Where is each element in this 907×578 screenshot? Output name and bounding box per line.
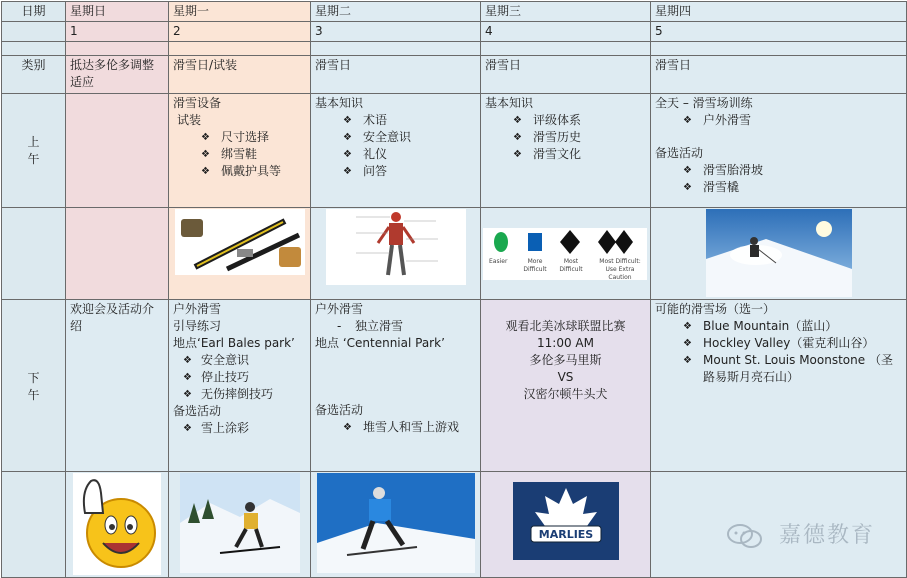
skier-powder-image — [706, 209, 852, 297]
morning-monday — [169, 94, 311, 208]
ski-equipment-image-cell — [169, 208, 311, 300]
wed-pm-line: 观看北美冰球联盟比赛 — [485, 318, 646, 335]
itinerary-table — [1, 1, 907, 578]
mon-pm-line: 引导练习 — [173, 318, 306, 335]
list-item: ❖ Hockley Valley（霍克利山谷） — [655, 335, 902, 352]
list-item: ❖ 问答 — [315, 163, 476, 180]
category-thursday: 滑雪日 — [651, 56, 907, 94]
tue-pm-dash: - 独立滑雪 — [315, 318, 476, 335]
morning-sunday — [66, 94, 169, 208]
skier-blue-jacket-image — [317, 473, 475, 573]
spacer-cell — [169, 42, 311, 56]
morning-label — [2, 94, 66, 208]
list-item: ❖ 术语 — [315, 112, 476, 129]
mon-pm-line: 地点‘Earl Bales park’ — [173, 335, 306, 352]
skier-downhill-image-cell — [169, 472, 311, 578]
number-monday: 2 — [169, 22, 311, 42]
list-item: ❖ Blue Mountain（蓝山） — [655, 318, 902, 335]
category-row — [2, 56, 907, 94]
header-monday: 星期一 — [169, 2, 311, 22]
header-wednesday: 星期三 — [481, 2, 651, 22]
header-thursday: 星期四 — [651, 2, 907, 22]
wed-pm-line: 11:00 AM — [485, 335, 646, 352]
extra-caution-label: Most Difficult: Use Extra Caution — [593, 258, 647, 282]
number-sunday: 1 — [66, 22, 169, 42]
skier-blue-jacket-image-cell — [311, 472, 481, 578]
list-item: ❖ 停止技巧 — [173, 369, 306, 386]
afternoon-monday — [169, 300, 311, 472]
list-item: ❖ 评级体系 — [485, 112, 646, 129]
list-item: ❖ Mount St. Louis Moonstone （圣路易斯月亮石山） — [655, 352, 902, 386]
afternoon-thursday — [651, 300, 907, 472]
list-item: ❖ 安全意识 — [173, 352, 306, 369]
thu-morning-title: 全天 – 滑雪场训练 — [655, 95, 902, 112]
marlies-logo-text: MARLIES — [538, 528, 593, 541]
morning-label-bottom: 午 — [6, 151, 61, 168]
header-date: 日期 — [2, 2, 66, 22]
category-label: 类别 — [2, 56, 66, 94]
empty-cell — [2, 472, 66, 578]
afternoon-label-bottom: 午 — [6, 387, 61, 404]
header-tuesday: 星期二 — [311, 2, 481, 22]
spacer-row — [2, 42, 907, 56]
wechat-icon — [726, 523, 764, 549]
protective-gear-diagram — [326, 209, 466, 285]
easier-label: Easier — [489, 258, 507, 266]
afternoon-label — [2, 300, 66, 472]
afternoon-wednesday — [481, 300, 651, 472]
wed-morning-title: 基本知识 — [485, 95, 646, 112]
spacer-cell — [481, 42, 651, 56]
list-item: ❖ 滑雪胎滑坡 — [655, 162, 902, 179]
marlies-logo-icon — [513, 482, 619, 560]
smiley-image-cell — [66, 472, 169, 578]
most-difficult-label: Most Difficult — [557, 258, 585, 274]
more-difficult-label: More Difficult — [521, 258, 549, 274]
list-item: ❖ 安全意识 — [315, 129, 476, 146]
difficulty-signs-cell — [481, 208, 651, 300]
morning-label-top: 上 — [6, 134, 61, 151]
watermark — [726, 518, 875, 549]
wed-pm-line: 汉密尔顿牛头犬 — [485, 386, 646, 403]
empty-cell — [66, 208, 169, 300]
mon-morning-sub: 试装 — [173, 112, 306, 129]
mon-pm-line: 户外滑雪 — [173, 301, 306, 318]
list-item: ❖ 无伤摔倒技巧 — [173, 386, 306, 403]
afternoon-row — [2, 300, 907, 472]
spacer-cell — [2, 42, 66, 56]
skier-diagram-image-cell — [311, 208, 481, 300]
category-sunday: 抵达多伦多调整适应 — [66, 56, 169, 94]
morning-row — [2, 94, 907, 208]
morning-tuesday — [311, 94, 481, 208]
spacer-cell — [311, 42, 481, 56]
list-item: ❖ 滑雪历史 — [485, 129, 646, 146]
morning-thursday — [651, 94, 907, 208]
marlies-logo-cell — [481, 472, 651, 578]
skier-downhill-image — [180, 473, 300, 573]
watermark-text: 嘉德教育 — [779, 523, 875, 548]
list-item: ❖ 尺寸选择 — [173, 129, 306, 146]
list-item: ❖ 户外滑雪 — [655, 112, 902, 129]
tue-pm-title: 户外滑雪 — [315, 301, 476, 318]
morning-wednesday — [481, 94, 651, 208]
category-monday: 滑雪日/试装 — [169, 56, 311, 94]
spacer-cell — [66, 42, 169, 56]
difficulty-symbols — [483, 228, 647, 258]
wed-pm-line: 多伦多马里斯 — [485, 352, 646, 369]
mon-optional-label: 备选活动 — [173, 403, 306, 420]
category-tuesday: 滑雪日 — [311, 56, 481, 94]
afternoon-tuesday — [311, 300, 481, 472]
ski-equipment-image — [175, 209, 305, 275]
wed-pm-line: VS — [485, 369, 646, 386]
afternoon-label-top: 下 — [6, 370, 61, 387]
mon-morning-title: 滑雪设备 — [173, 95, 306, 112]
list-item: ❖ 绑雪鞋 — [173, 146, 306, 163]
spacer-cell — [651, 42, 907, 56]
number-row — [2, 22, 907, 42]
list-item: ❖ 堆雪人和雪上游戏 — [315, 419, 476, 436]
thu-optional-label: 备选活动 — [655, 145, 902, 162]
difficulty-signs — [483, 228, 647, 280]
list-item: ❖ 滑雪文化 — [485, 146, 646, 163]
list-item: ❖ 滑雪橇 — [655, 179, 902, 196]
morning-picture-row — [2, 208, 907, 300]
list-item: ❖ 礼仪 — [315, 146, 476, 163]
list-item: ❖ 佩戴护具等 — [173, 163, 306, 180]
number-tuesday: 3 — [311, 22, 481, 42]
tue-morning-title: 基本知识 — [315, 95, 476, 112]
header-row — [2, 2, 907, 22]
number-wednesday: 4 — [481, 22, 651, 42]
empty-cell — [2, 208, 66, 300]
skier-powder-image-cell — [651, 208, 907, 300]
list-item: ❖ 雪上涂彩 — [173, 420, 306, 437]
tue-optional-label: 备选活动 — [315, 402, 476, 419]
waving-smiley-icon — [73, 473, 161, 575]
thu-pm-title: 可能的滑雪场（选一） — [655, 301, 902, 318]
number-thursday: 5 — [651, 22, 907, 42]
tue-pm-place: 地点 ‘Centennial Park’ — [315, 335, 476, 352]
header-sunday: 星期日 — [66, 2, 169, 22]
afternoon-sunday: 欢迎会及活动介绍 — [66, 300, 169, 472]
number-empty — [2, 22, 66, 42]
category-wednesday: 滑雪日 — [481, 56, 651, 94]
